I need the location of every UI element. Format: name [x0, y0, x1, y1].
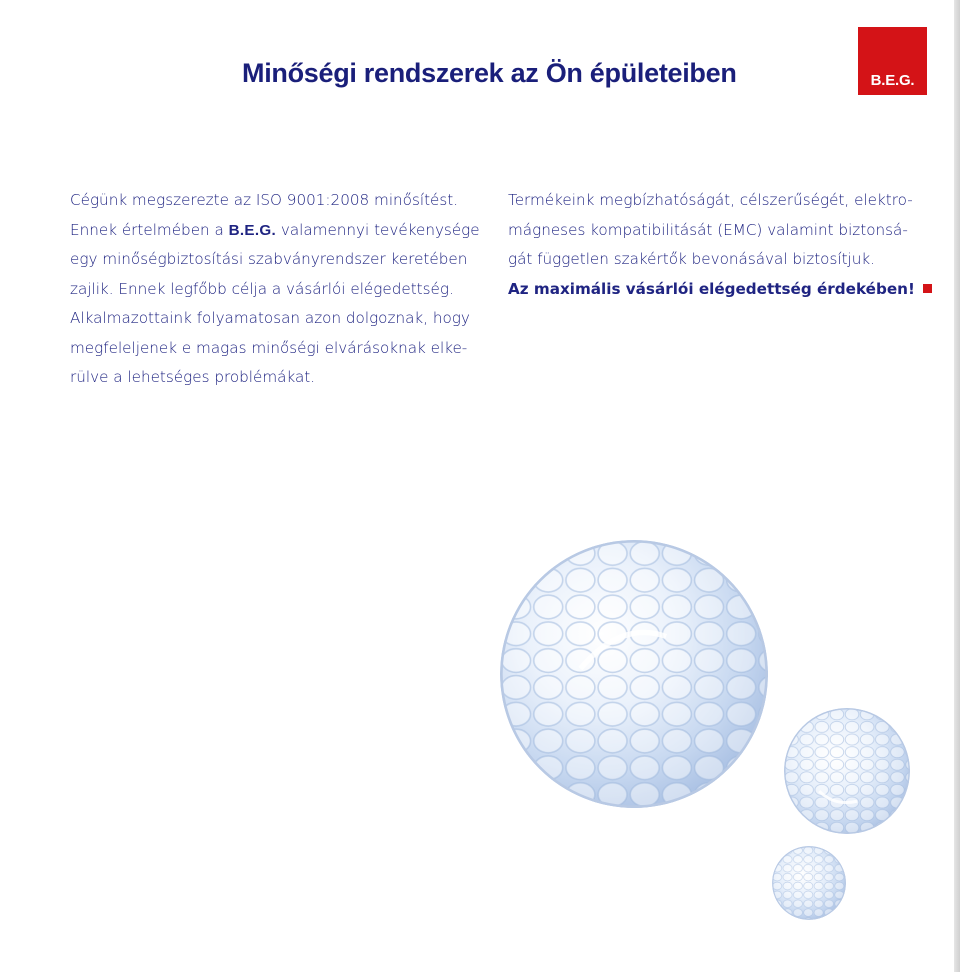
right-text-column [508, 186, 918, 304]
end-square-icon [923, 284, 932, 293]
left-line-2 [70, 216, 480, 246]
sensor-lens-medium-graphic [784, 708, 910, 834]
left-line-6: megfeleljenek e magas minőségi elvárásoknak elke- [70, 338, 468, 357]
beg-logo [858, 27, 927, 95]
sensor-lens-large-graphic [500, 540, 768, 808]
left-line-2-start: Ennek értelmében a [70, 220, 229, 239]
page-title: Minőségi rendszerek az Ön épületeiben [242, 58, 737, 88]
sensor-lens-large [500, 540, 768, 808]
page-edge-shadow [954, 0, 960, 972]
right-line-1: Termékeink megbízhatóságát, célszerűségét, elektro- [508, 191, 913, 209]
right-line-3: gát független szakértők bevonásával biztosítjuk. [508, 250, 876, 268]
sensor-lens-small [772, 846, 846, 920]
closing-statement: Az maximális vásárlói elégedettség érdekében! [508, 279, 915, 298]
left-text-column [70, 186, 480, 393]
brand-name-inline: B.E.G. [228, 221, 277, 239]
right-closing-line [508, 275, 918, 305]
right-line-2: mágneses kompatibilitását (EMC) valamint biztonsá- [508, 220, 908, 239]
left-line-2-end: valamennyi tevékenysége [276, 220, 480, 239]
left-line-3: egy minőségbiztosítási szabványrendszer keretében [70, 250, 468, 268]
sensor-lens-medium [784, 708, 910, 834]
left-line-7: rülve a lehetséges problémákat. [70, 368, 316, 386]
logo-text: B.E.G. [870, 72, 915, 89]
left-line-1: Cégünk megszerezte az ISO 9001:2008 minősítést. [70, 191, 459, 209]
left-line-5: Alkalmazottaink folyamatosan azon dolgoznak, hogy [70, 309, 470, 327]
sensor-lens-small-graphic [772, 846, 846, 920]
left-line-4: zajlik. Ennek legfőbb célja a vásárlói elégedettség. [70, 279, 454, 298]
